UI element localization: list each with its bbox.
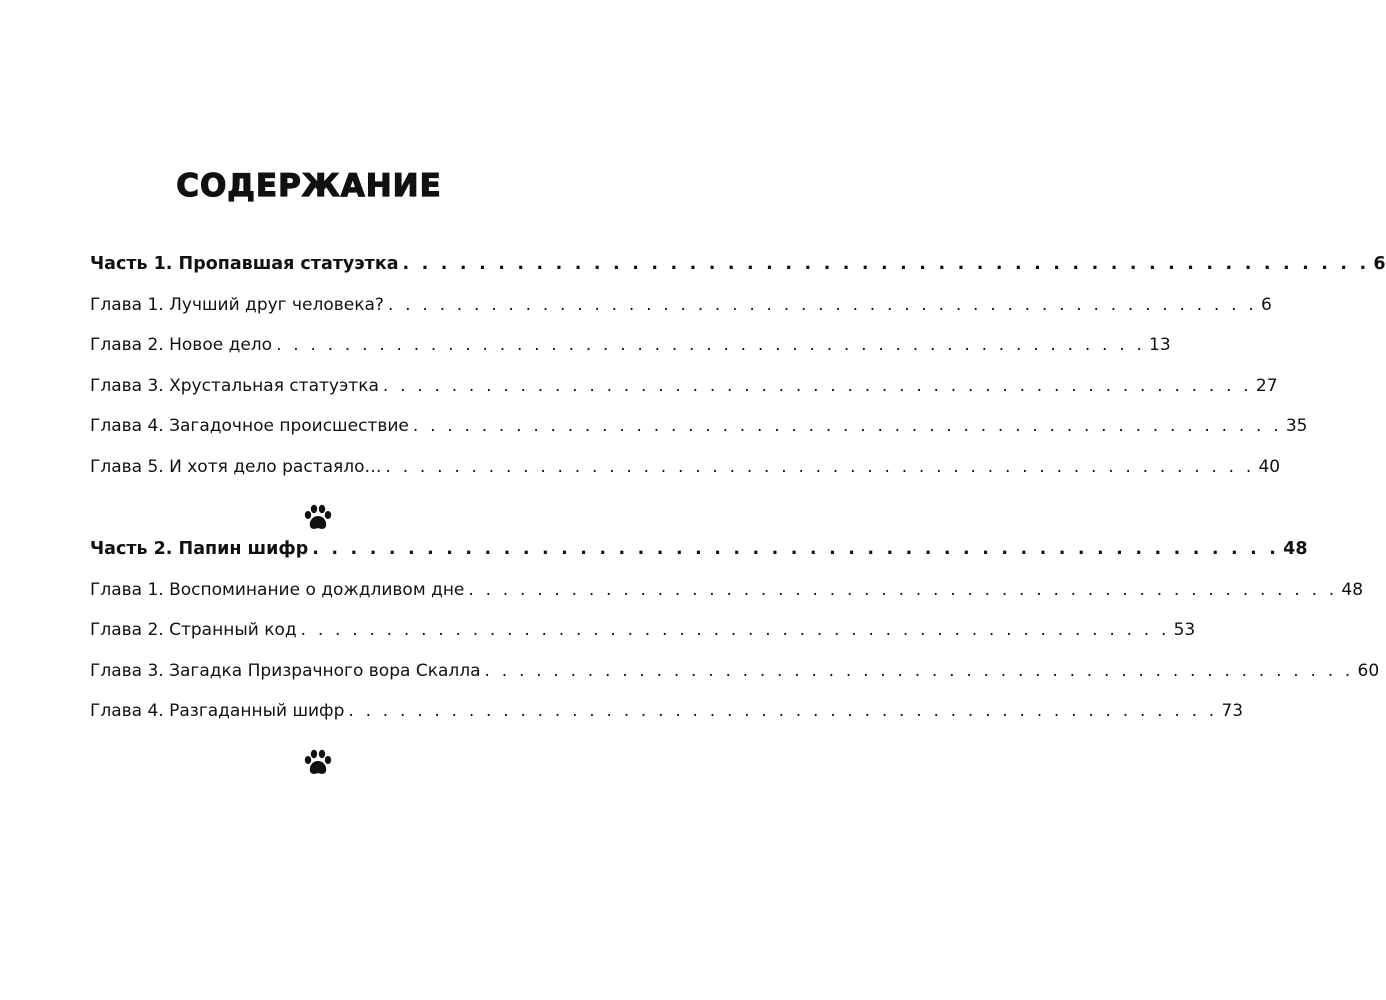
leader-dots: . . . . . . . . . . . . . . . . . . . . . . . . . . . . . . . . . . . . . . . . . . . . . . . . . . . — [385, 456, 1255, 477]
toc-chapter[interactable] — [90, 294, 1272, 336]
page-number: 48 — [1341, 579, 1364, 600]
toc-chapter[interactable] — [90, 579, 1364, 621]
page-number: 13 — [1149, 335, 1171, 355]
leader-dots: . . . . . . . . . . . . . . . . . . . . . . . . . . . . . . . . . . . . . . . . . . . . . . . . . . . — [382, 375, 1252, 396]
leader-dots: . . . . . . . . . . . . . . . . . . . . . . . . . . . . . . . . . . . . . . . . . . . . . . . . . . . — [276, 335, 1146, 355]
page-number: 35 — [1285, 416, 1308, 436]
part-title: Часть 1. Пропавшая статуэтка — [90, 254, 399, 274]
page-number: 60 — [1357, 660, 1380, 681]
leader-dots: . . . . . . . . . . . . . . . . . . . . . . . . . . . . . . . . . . . . . . . . . . . . . . . . . . . — [468, 579, 1338, 600]
chapter-title: Глава 5. И хотя дело растаяло… — [90, 456, 382, 477]
leader-dots: . . . . . . . . . . . . . . . . . . . . . . . . . . . . . . . . . . . . . . . . . . . . . . . . . . . — [348, 701, 1218, 721]
leader-dots: . . . . . . . . . . . . . . . . . . . . . . . . . . . . . . . . . . . . . . . . . . . . . . . . . . . — [300, 620, 1170, 640]
page-number: 6 — [1373, 254, 1386, 274]
chapter-title: Глава 4. Загадочное происшествие — [90, 416, 409, 436]
toc-chapter[interactable] — [90, 335, 1171, 376]
chapter-title: Глава 2. Странный код — [90, 620, 297, 640]
page-number: 27 — [1255, 375, 1278, 396]
chapter-title: Глава 1. Воспоминание о дождливом дне — [90, 579, 465, 600]
toc-chapter[interactable] — [90, 416, 1308, 457]
chapter-title: Глава 2. Новое дело — [90, 335, 273, 355]
toc-part-2[interactable] — [90, 539, 1308, 580]
leader-dots: . . . . . . . . . . . . . . . . . . . . . . . . . . . . . . . . . . . . . . . . . . . . . . . . . . . — [402, 254, 1370, 274]
leader-dots: . . . . . . . . . . . . . . . . . . . . . . . . . . . . . . . . . . . . . . . . . . . . . . . . . . . — [484, 660, 1354, 681]
table-of-contents — [90, 254, 1386, 784]
page-number: 73 — [1221, 701, 1244, 721]
page-number: 40 — [1258, 456, 1281, 477]
leader-dots: . . . . . . . . . . . . . . . . . . . . . . . . . . . . . . . . . . . . . . . . . . . . . . . . . . . — [312, 539, 1280, 559]
chapter-title: Глава 3. Хрустальная статуэтка — [90, 375, 379, 396]
chapter-title: Глава 1. Лучший друг человека? — [90, 294, 384, 315]
leader-dots: . . . . . . . . . . . . . . . . . . . . . . . . . . . . . . . . . . . . . . . . . . . . . . . . . . . — [412, 416, 1282, 436]
toc-chapter[interactable] — [90, 620, 1196, 661]
part-title: Часть 2. Папин шифр — [90, 539, 309, 559]
page-number: 48 — [1283, 539, 1308, 559]
toc-chapter[interactable] — [90, 660, 1380, 702]
toc-chapter[interactable] — [90, 701, 1244, 742]
chapter-title: Глава 4. Разгаданный шифр — [90, 701, 345, 721]
paw-print-icon — [302, 747, 334, 779]
toc-chapter[interactable] — [90, 375, 1278, 417]
section-divider — [90, 742, 546, 784]
leader-dots: . . . . . . . . . . . . . . . . . . . . . . . . . . . . . . . . . . . . . . . . . . . . . . . . . . . — [387, 294, 1257, 315]
chapter-title: Глава 3. Загадка Призрачного вора Скалла — [90, 660, 481, 681]
toc-part-1[interactable] — [90, 254, 1386, 295]
toc-title: СОДЕРЖАНИЕ — [176, 168, 442, 204]
toc-chapter[interactable] — [90, 456, 1281, 498]
page-number: 6 — [1260, 294, 1272, 315]
page-number: 53 — [1173, 620, 1196, 640]
paw-print-icon — [302, 502, 334, 534]
section-divider — [90, 497, 546, 539]
